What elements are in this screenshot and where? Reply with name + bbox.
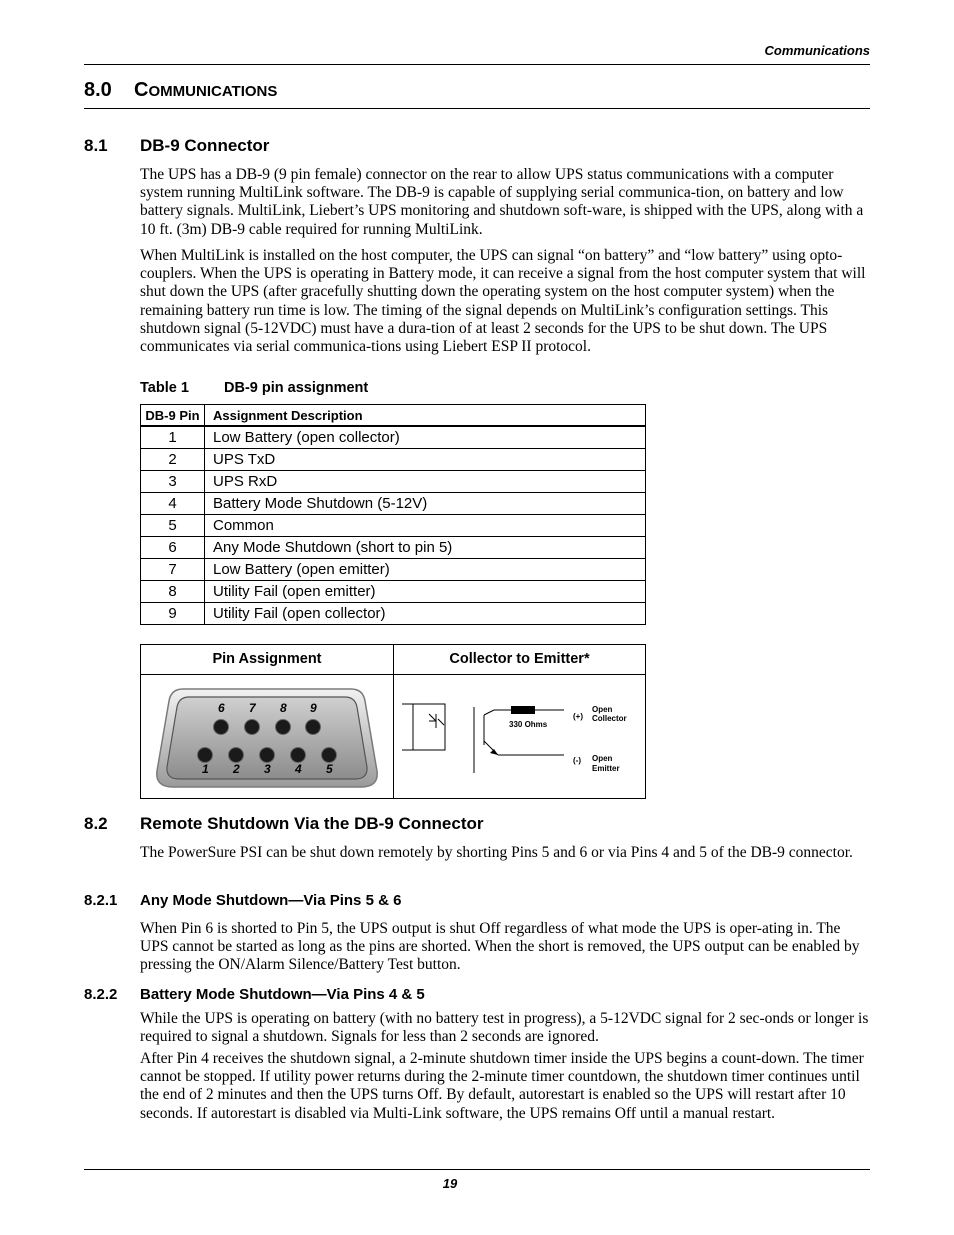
table-caption-title: DB-9 pin assignment [224, 380, 369, 396]
table-row [141, 515, 646, 537]
section-number: 8.2 [84, 814, 108, 833]
description-cell: Battery Mode Shutdown (5-12V) [205, 493, 646, 515]
pin-cell: 9 [141, 603, 205, 625]
pin-number-label: 5 [326, 762, 333, 776]
paragraph-battery-mode-2: After Pin 4 receives the shutdown signal, a 2-minute shutdown timer inside the UPS begins a count-down. The timer cannot be stopped. If utility power returns during the 2-minute timer countdown, the shutdown timer continues until the end of 2 minutes and then the UPS turns Off. By default, autorestart is enabled so the UPS will restart after 10 seconds. If autorestart is disabled via Multi-Link software, the UPS remains Off until a manual restart. [140, 1050, 864, 1122]
paragraph-remote-shutdown: The PowerSure PSI can be shut down remotely by shorting Pins 5 and 6 or via Pins 4 and 5 of the DB-9 connector. [140, 844, 853, 861]
pin-assignment-table [140, 404, 646, 625]
description-cell: UPS RxD [205, 471, 646, 493]
emitter-arrow [490, 749, 498, 755]
section-number: 8.2.2 [84, 986, 118, 1003]
resistor-label: 330 Ohms [509, 720, 548, 729]
pin-cell: 2 [141, 449, 205, 471]
pin-hole [198, 748, 213, 763]
led-symbol [429, 714, 436, 728]
section-heading-8-2-1 [84, 892, 401, 909]
pin-number-label: 2 [233, 762, 240, 776]
table-header-row [141, 405, 646, 427]
pin-cell: 5 [141, 515, 205, 537]
open-collector-label-1: Open [592, 705, 613, 714]
table-row [141, 493, 646, 515]
running-head: Communications [764, 43, 870, 58]
column-header-pin: DB-9 Pin [141, 405, 205, 427]
description-cell: UPS TxD [205, 449, 646, 471]
pin-hole [276, 720, 291, 735]
optocoupler-led-box [413, 704, 445, 750]
description-cell: Utility Fail (open collector) [205, 603, 646, 625]
header-rule [84, 64, 870, 65]
table-caption [140, 380, 368, 396]
pin-number-label: 6 [218, 701, 225, 715]
minus-terminal-label: (-) [573, 756, 581, 765]
footer-rule [84, 1169, 870, 1170]
section-heading-8-2 [84, 814, 484, 834]
chapter-title-rest: OMMUNICATIONS [148, 83, 278, 100]
section-number: 8.1 [84, 136, 108, 155]
pin-cell: 7 [141, 559, 205, 581]
led-arrow [438, 719, 444, 725]
description-cell: Low Battery (open collector) [205, 426, 646, 449]
pin-cell: 1 [141, 426, 205, 449]
pin-number-label: 1 [202, 762, 209, 776]
pin-hole [260, 748, 275, 763]
pin-hole [322, 748, 337, 763]
open-collector-label-2: Collector [592, 714, 627, 723]
column-header-description: Assignment Description [205, 405, 646, 427]
section-heading-8-1 [84, 136, 269, 156]
chapter-rule [84, 108, 870, 109]
table-caption-label: Table 1 [140, 380, 189, 396]
pin-hole [245, 720, 260, 735]
open-emitter-label-1: Open [592, 754, 613, 763]
pin-number-label: 4 [295, 762, 302, 776]
pin-hole [214, 720, 229, 735]
table-row [141, 471, 646, 493]
paragraph-multilink: When MultiLink is installed on the host computer, the UPS can signal “on battery” and “low battery” using opto-couplers. When the UPS is operating in Battery mode, it can receive a signal from the host computer system that will shut down the UPS (after gracefully shutting down the operating system on the host computer system) when the remaining battery run time is low. The timing of the signal depends on MultiLink’s configuration settings. This shutdown signal (5-12VDC) must have a dura-tion of at least 2 seconds for the UPS to be shut down. The UPS communicates via serial communica-tions using Liebert ESP II protocol. [140, 247, 866, 356]
pin-cell: 8 [141, 581, 205, 603]
section-title: Any Mode Shutdown—Via Pins 5 & 6 [140, 892, 402, 909]
chapter-number: 8.0 [84, 79, 112, 101]
pin-assignment-header: Pin Assignment [212, 651, 322, 667]
description-cell: Any Mode Shutdown (short to pin 5) [205, 537, 646, 559]
section-heading-8-2-2 [84, 986, 425, 1003]
plus-terminal-label: (+) [573, 712, 583, 721]
description-cell: Utility Fail (open emitter) [205, 581, 646, 603]
table-row [141, 603, 646, 625]
pin-hole [306, 720, 321, 735]
table-row [141, 559, 646, 581]
description-cell: Low Battery (open emitter) [205, 559, 646, 581]
collector-emitter-header: Collector to Emitter* [449, 651, 590, 667]
pin-number-label: 8 [280, 701, 287, 715]
chapter-title [84, 79, 277, 102]
section-title: DB-9 Connector [140, 136, 270, 155]
table-row [141, 449, 646, 471]
section-number: 8.2.1 [84, 892, 118, 909]
pin-cell: 3 [141, 471, 205, 493]
pin-cell: 6 [141, 537, 205, 559]
table-row [141, 537, 646, 559]
open-emitter-label-2: Emitter [592, 764, 620, 773]
section-title: Battery Mode Shutdown—Via Pins 4 & 5 [140, 986, 425, 1003]
table-row [141, 581, 646, 603]
table-row [141, 426, 646, 449]
paragraph-db9-intro: The UPS has a DB-9 (9 pin female) connector on the rear to allow UPS status communications with a computer system running MultiLink software. The DB-9 is capable of supplying serial communica-tion, on battery and low battery signals. MultiLink, Liebert’s UPS monitoring and shutdown soft-ware, is shipped with the UPS, along with a 10 ft. (3m) DB-9 cable required for running MultiLink. [140, 166, 864, 238]
paragraph-any-mode: When Pin 6 is shorted to Pin 5, the UPS output is shut Off regardless of what mode the UPS is oper-ating in. The UPS cannot be started as long as the pins are shorted. When the short is removed, the UPS output can be enabled by pressing the ON/Alarm Silence/Battery Test button. [140, 920, 860, 974]
paragraph-battery-mode-1: While the UPS is operating on battery (with no battery test in progress), a 5-12VDC signal for 2 sec-onds or longer is required to signal a shutdown. Signals for less than 2 seconds are ignored. [140, 1010, 869, 1046]
pin-figure [140, 644, 646, 799]
section-title: Remote Shutdown Via the DB-9 Connector [140, 814, 484, 833]
resistor [511, 706, 535, 714]
pin-cell: 4 [141, 493, 205, 515]
pin-hole [229, 748, 244, 763]
pin-number-label: 9 [310, 701, 317, 715]
pin-number-label: 3 [264, 762, 271, 776]
pin-number-label: 7 [249, 701, 256, 715]
circuit-diagram [394, 675, 645, 798]
page-number: 19 [442, 1176, 458, 1191]
pin-hole [291, 748, 306, 763]
description-cell: Common [205, 515, 646, 537]
db9-connector-drawing [141, 675, 393, 798]
chapter-title-initial: C [134, 79, 149, 101]
